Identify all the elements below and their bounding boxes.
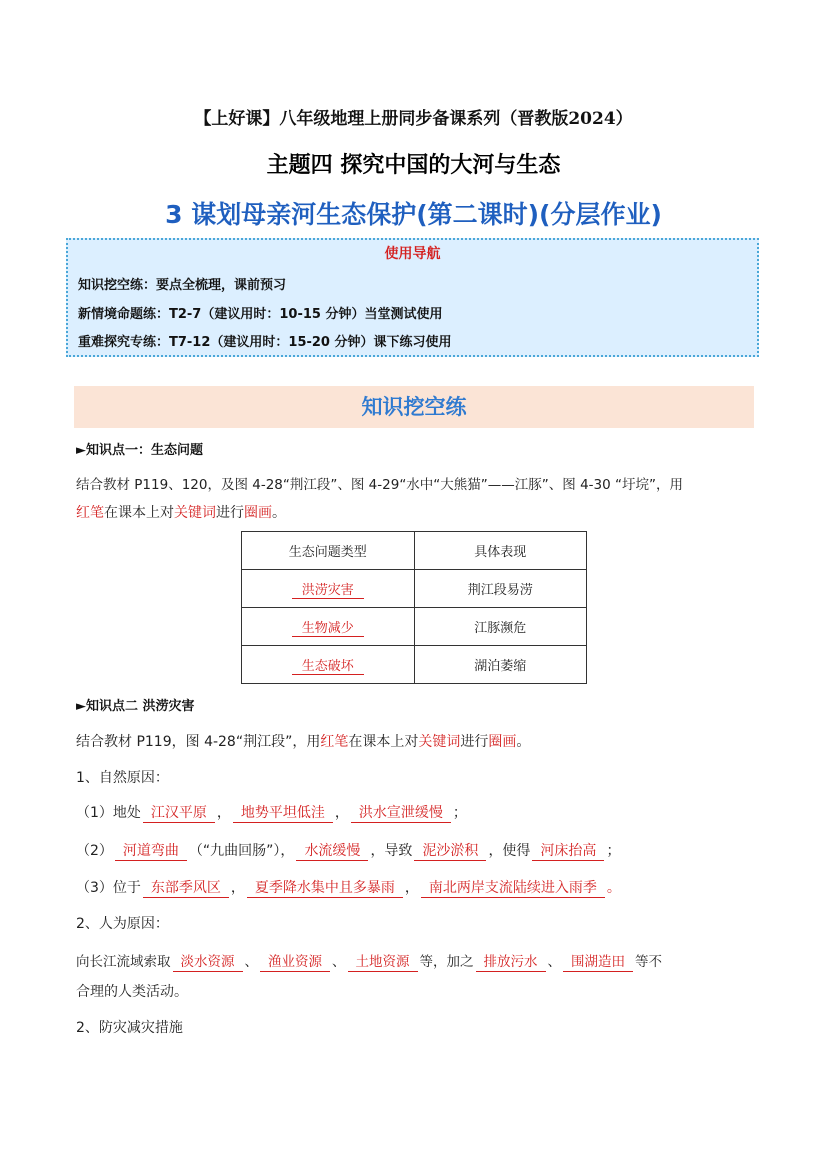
- knowledge-point-1-title: ►知识点一：生态问题: [76, 443, 203, 458]
- natural-cause-3: [76, 877, 621, 898]
- prevention-heading: 2、防灾减灾措施: [76, 1020, 183, 1036]
- text: （1）地处: [76, 805, 141, 821]
- text: ，: [404, 880, 419, 896]
- text: ，: [334, 805, 349, 821]
- circle-text: 圈画: [244, 505, 272, 521]
- lesson-title: 3 谋划母亲河生态保护(第二课时)(分层作业): [165, 200, 662, 229]
- answer-blank: 水流缓慢: [296, 842, 368, 861]
- answer-blank: 生物减少: [292, 617, 364, 637]
- answer-blank: 土地资源: [348, 953, 418, 972]
- human-causes-line-2: 合理的人类活动。: [76, 984, 188, 1000]
- text: 在课本上对: [348, 734, 419, 750]
- text: ，: [216, 805, 231, 821]
- answer-blank: 淡水资源: [173, 953, 243, 972]
- knowledge-point-2-title: ►知识点二 洪涝灾害: [76, 699, 195, 714]
- table-header: 生态问题类型: [242, 532, 415, 570]
- answer-blank: 围湖造田: [563, 953, 633, 972]
- text: ，使得: [488, 843, 531, 859]
- table-cell: 荆江段易涝: [414, 570, 587, 608]
- keyword-text: 关键词: [174, 505, 216, 521]
- text: 等不: [635, 954, 662, 970]
- kp1-intro-line-2: [76, 502, 286, 522]
- guide-line-1: 知识挖空练：要点全梳理，课前预习: [78, 278, 287, 293]
- table-cell: 江豚濒危: [414, 608, 587, 646]
- table-cell: [242, 646, 415, 684]
- answer-blank: 河床抬高: [532, 842, 604, 861]
- answer-blank: 地势平坦低洼: [233, 804, 333, 823]
- table-header-row: [242, 532, 587, 570]
- text: 。: [516, 734, 531, 750]
- text: 进行: [460, 734, 489, 750]
- guide-title: 使用导航: [384, 246, 441, 262]
- answer-blank: 泥沙淤积: [414, 842, 486, 861]
- answer-blank: 南北两岸支流陆续进入雨季: [421, 879, 605, 898]
- series-header: 【上好课】八年级地理上册同步备课系列（晋教版2024）: [194, 109, 633, 129]
- answer-blank: 洪水宣泄缓慢: [351, 804, 451, 823]
- kp1-intro-line-1: 结合教材 P119、120，及图 4-28“荆江段”、图 4-29“水中“大熊猫”——江豚”、图 4-30 “圩垸”，用: [76, 477, 683, 493]
- text: 、: [244, 954, 258, 970]
- table-header: 具体表现: [414, 532, 587, 570]
- text: ，导致: [370, 843, 413, 859]
- text: 、: [547, 954, 561, 970]
- kp2-intro: [76, 731, 530, 751]
- text: 向长江流域索取: [76, 954, 171, 970]
- red-pen-text: 红笔: [320, 734, 349, 750]
- table-row: [242, 646, 587, 684]
- answer-blank: 夏季降水集中且多暴雨: [247, 879, 403, 898]
- natural-cause-1: [76, 802, 467, 823]
- guide-line-3: 重难探究专练：T7-12（建议用时：15-20 分钟）课下练习使用: [78, 335, 452, 350]
- natural-cause-2: [76, 840, 620, 861]
- guide-line-2: 新情境命题练：T2-7（建议用时：10-15 分钟）当堂测试使用: [78, 307, 443, 322]
- text: （2）: [76, 843, 113, 859]
- answer-blank: 洪涝灾害: [292, 579, 364, 599]
- text: ；: [606, 843, 621, 859]
- section-banner: 知识挖空练: [74, 386, 754, 428]
- human-causes-line-1: [76, 950, 662, 972]
- text: （3）位于: [76, 880, 141, 896]
- table-row: [242, 608, 587, 646]
- eco-problem-table: [241, 531, 587, 684]
- text: 进行: [216, 505, 244, 521]
- text: 。: [272, 505, 286, 521]
- topic-title: 主题四 探究中国的大河与生态: [266, 153, 561, 178]
- keyword-text: 关键词: [418, 734, 461, 750]
- table-row: [242, 570, 587, 608]
- table-cell: 湖泊萎缩: [414, 646, 587, 684]
- table-cell: [242, 608, 415, 646]
- table-cell: [242, 570, 415, 608]
- answer-blank: 渔业资源: [260, 953, 330, 972]
- circle-text: 圈画: [488, 734, 517, 750]
- text: 在课本上对: [104, 505, 174, 521]
- text: ；: [452, 805, 467, 821]
- answer-blank: 江汉平原: [143, 804, 215, 823]
- natural-causes-heading: 1、自然原因：: [76, 770, 169, 786]
- red-pen-text: 红笔: [76, 505, 104, 521]
- text: 等，加之: [419, 954, 474, 970]
- text: 、: [332, 954, 346, 970]
- text: ，: [230, 880, 245, 896]
- usage-guide-box: [66, 238, 759, 357]
- answer-blank: 河道弯曲: [115, 842, 187, 861]
- text: （“九曲回肠”），: [188, 843, 295, 859]
- answer-blank: 排放污水: [476, 953, 546, 972]
- answer-blank: 生态破坏: [292, 655, 364, 675]
- text: 结合教材 P119，图 4-28“荆江段”，用: [76, 734, 321, 750]
- text: 。: [606, 880, 621, 896]
- human-causes-heading: 2、人为原因：: [76, 916, 169, 932]
- answer-blank: 东部季风区: [143, 879, 229, 898]
